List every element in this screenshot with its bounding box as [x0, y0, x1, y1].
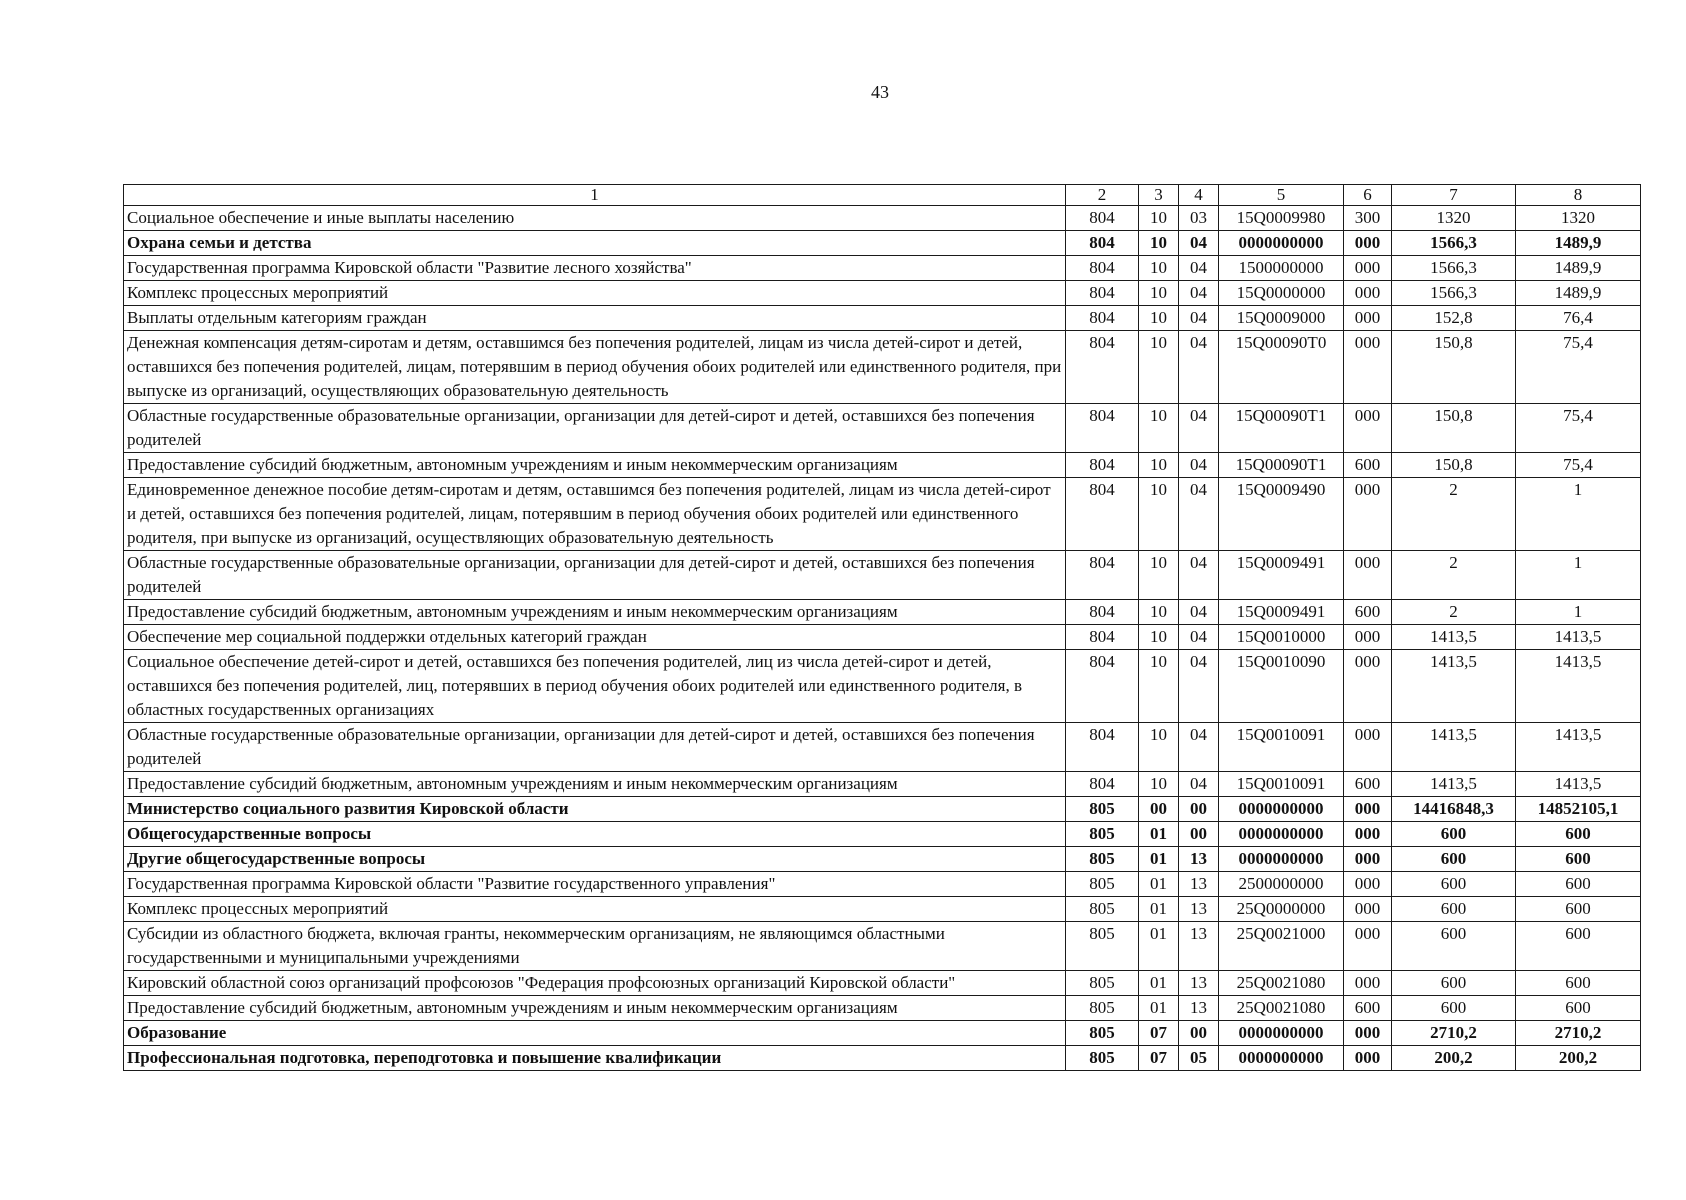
sum-2026-cell: 1 [1516, 478, 1641, 551]
expense-type-cell: 000 [1344, 256, 1392, 281]
name-cell: Социальное обеспечение и иные выплаты населению [124, 206, 1066, 231]
sum-2025-cell: 1413,5 [1392, 772, 1516, 797]
expense-type-cell: 000 [1344, 723, 1392, 772]
name-cell: Субсидии из областного бюджета, включая гранты, некоммерческим организациям, не являющимся областными государственными и муниципальными учреждениями [124, 922, 1066, 971]
target-article-cell: 15Q0009980 [1219, 206, 1344, 231]
name-cell: Единовременное денежное пособие детям-сиротам и детям, оставшимся без попечения родителей, лицам из числа детей-сирот и детей, оставшихся без попечения родителей, лицам, потерявшим в период обучения обоих родителей или единственного родителя, при выпуске из организаций, осуществляющих образовательную деятельность [124, 478, 1066, 551]
section-cell: 10 [1139, 256, 1179, 281]
sum-2025-cell: 1320 [1392, 206, 1516, 231]
subsection-cell: 04 [1179, 625, 1219, 650]
subsection-cell: 00 [1179, 1021, 1219, 1046]
table-row [124, 723, 1641, 772]
subsection-cell: 13 [1179, 897, 1219, 922]
ministry-code-cell: 805 [1066, 872, 1139, 897]
table-row [124, 625, 1641, 650]
section-cell: 10 [1139, 404, 1179, 453]
sum-2025-cell: 600 [1392, 872, 1516, 897]
subsection-cell: 04 [1179, 600, 1219, 625]
sum-2026-cell: 1 [1516, 551, 1641, 600]
table-row [124, 256, 1641, 281]
table-row [124, 1046, 1641, 1071]
sum-2026-cell: 600 [1516, 847, 1641, 872]
expense-type-cell: 000 [1344, 1021, 1392, 1046]
ministry-code-cell: 805 [1066, 1046, 1139, 1071]
ministry-code-cell: 804 [1066, 600, 1139, 625]
table-row [124, 478, 1641, 551]
table-header-row [124, 185, 1641, 206]
subsection-cell: 04 [1179, 256, 1219, 281]
ministry-code-cell: 804 [1066, 551, 1139, 600]
sum-2026-cell: 76,4 [1516, 306, 1641, 331]
subsection-cell: 04 [1179, 723, 1219, 772]
ministry-code-cell: 804 [1066, 281, 1139, 306]
name-cell: Областные государственные образовательные организации, организации для детей-сирот и детей, оставшихся без попечения родителей [124, 404, 1066, 453]
sum-2026-cell: 600 [1516, 872, 1641, 897]
target-article-cell: 25Q0021080 [1219, 996, 1344, 1021]
budget-table [123, 184, 1641, 1071]
sum-2026-cell: 1413,5 [1516, 625, 1641, 650]
expense-type-cell: 000 [1344, 231, 1392, 256]
subsection-cell: 05 [1179, 1046, 1219, 1071]
section-cell: 01 [1139, 971, 1179, 996]
subsection-cell: 04 [1179, 281, 1219, 306]
target-article-cell: 15Q0009491 [1219, 600, 1344, 625]
sum-2026-cell: 600 [1516, 996, 1641, 1021]
section-cell: 07 [1139, 1046, 1179, 1071]
expense-type-cell: 000 [1344, 797, 1392, 822]
sum-2025-cell: 150,8 [1392, 404, 1516, 453]
ministry-code-cell: 805 [1066, 1021, 1139, 1046]
table-row [124, 872, 1641, 897]
sum-2025-cell: 1413,5 [1392, 625, 1516, 650]
sum-2025-cell: 150,8 [1392, 453, 1516, 478]
target-article-cell: 0000000000 [1219, 1046, 1344, 1071]
target-article-cell: 25Q0021000 [1219, 922, 1344, 971]
table-row [124, 772, 1641, 797]
ministry-code-cell: 804 [1066, 206, 1139, 231]
expense-type-cell: 000 [1344, 478, 1392, 551]
table-row [124, 600, 1641, 625]
sum-2026-cell: 1413,5 [1516, 723, 1641, 772]
sum-2026-cell: 200,2 [1516, 1046, 1641, 1071]
table-row [124, 922, 1641, 971]
ministry-code-cell: 804 [1066, 306, 1139, 331]
sum-2025-cell: 600 [1392, 847, 1516, 872]
section-cell: 10 [1139, 306, 1179, 331]
sum-2025-cell: 150,8 [1392, 331, 1516, 404]
table-row [124, 996, 1641, 1021]
ministry-code-cell: 804 [1066, 723, 1139, 772]
sum-2026-cell: 14852105,1 [1516, 797, 1641, 822]
target-article-cell: 15Q0009491 [1219, 551, 1344, 600]
table-row [124, 281, 1641, 306]
target-article-cell: 15Q00090T1 [1219, 404, 1344, 453]
target-article-cell: 15Q0010091 [1219, 772, 1344, 797]
target-article-cell: 15Q00090T0 [1219, 331, 1344, 404]
sum-2026-cell: 1489,9 [1516, 281, 1641, 306]
section-cell: 10 [1139, 206, 1179, 231]
name-cell: Предоставление субсидий бюджетным, автономным учреждениям и иным некоммерческим организациям [124, 453, 1066, 478]
expense-type-cell: 000 [1344, 971, 1392, 996]
ministry-code-cell: 804 [1066, 650, 1139, 723]
name-cell: Предоставление субсидий бюджетным, автономным учреждениям и иным некоммерческим организациям [124, 996, 1066, 1021]
section-cell: 10 [1139, 478, 1179, 551]
section-cell: 01 [1139, 922, 1179, 971]
target-article-cell: 15Q0010091 [1219, 723, 1344, 772]
name-cell: Кировский областной союз организаций профсоюзов "Федерация профсоюзных организаций Кировской области" [124, 971, 1066, 996]
expense-type-cell: 000 [1344, 897, 1392, 922]
target-article-cell: 0000000000 [1219, 231, 1344, 256]
expense-type-cell: 000 [1344, 822, 1392, 847]
subsection-cell: 13 [1179, 872, 1219, 897]
target-article-cell: 15Q00090T1 [1219, 453, 1344, 478]
sum-2026-cell: 75,4 [1516, 331, 1641, 404]
header-cell-col-3: 3 [1139, 185, 1179, 206]
section-cell: 01 [1139, 847, 1179, 872]
target-article-cell: 0000000000 [1219, 822, 1344, 847]
name-cell: Другие общегосударственные вопросы [124, 847, 1066, 872]
table-row [124, 650, 1641, 723]
header-cell-col-7: 7 [1392, 185, 1516, 206]
name-cell: Обеспечение мер социальной поддержки отдельных категорий граждан [124, 625, 1066, 650]
target-article-cell: 0000000000 [1219, 797, 1344, 822]
name-cell: Областные государственные образовательные организации, организации для детей-сирот и детей, оставшихся без попечения родителей [124, 723, 1066, 772]
name-cell: Государственная программа Кировской области "Развитие лесного хозяйства" [124, 256, 1066, 281]
target-article-cell: 15Q0000000 [1219, 281, 1344, 306]
sum-2026-cell: 1489,9 [1516, 231, 1641, 256]
expense-type-cell: 000 [1344, 306, 1392, 331]
sum-2025-cell: 200,2 [1392, 1046, 1516, 1071]
table-row [124, 822, 1641, 847]
target-article-cell: 1500000000 [1219, 256, 1344, 281]
target-article-cell: 0000000000 [1219, 1021, 1344, 1046]
sum-2026-cell: 2710,2 [1516, 1021, 1641, 1046]
expense-type-cell: 000 [1344, 1046, 1392, 1071]
target-article-cell: 15Q0010090 [1219, 650, 1344, 723]
name-cell: Выплаты отдельным категориям граждан [124, 306, 1066, 331]
table-row [124, 551, 1641, 600]
target-article-cell: 25Q0021080 [1219, 971, 1344, 996]
sum-2025-cell: 1566,3 [1392, 281, 1516, 306]
name-cell: Областные государственные образовательные организации, организации для детей-сирот и детей, оставшихся без попечения родителей [124, 551, 1066, 600]
name-cell: Образование [124, 1021, 1066, 1046]
sum-2025-cell: 600 [1392, 996, 1516, 1021]
sum-2026-cell: 1320 [1516, 206, 1641, 231]
ministry-code-cell: 805 [1066, 971, 1139, 996]
expense-type-cell: 000 [1344, 650, 1392, 723]
name-cell: Предоставление субсидий бюджетным, автономным учреждениям и иным некоммерческим организациям [124, 772, 1066, 797]
table-row [124, 847, 1641, 872]
sum-2026-cell: 600 [1516, 897, 1641, 922]
subsection-cell: 13 [1179, 922, 1219, 971]
subsection-cell: 04 [1179, 331, 1219, 404]
expense-type-cell: 000 [1344, 922, 1392, 971]
sum-2025-cell: 2710,2 [1392, 1021, 1516, 1046]
sum-2026-cell: 1489,9 [1516, 256, 1641, 281]
target-article-cell: 15Q0010000 [1219, 625, 1344, 650]
ministry-code-cell: 805 [1066, 822, 1139, 847]
name-cell: Общегосударственные вопросы [124, 822, 1066, 847]
ministry-code-cell: 805 [1066, 797, 1139, 822]
section-cell: 10 [1139, 551, 1179, 600]
subsection-cell: 04 [1179, 306, 1219, 331]
table-row [124, 404, 1641, 453]
subsection-cell: 00 [1179, 822, 1219, 847]
name-cell: Денежная компенсация детям-сиротам и детям, оставшимся без попечения родителей, лицам из числа детей-сирот и детей, оставшихся без попечения родителей, лицам, потерявшим в период обучения обоих родителей или единственного родителя, при выпуске из организаций, осуществляющих образовательную деятельность [124, 331, 1066, 404]
ministry-code-cell: 804 [1066, 256, 1139, 281]
sum-2026-cell: 75,4 [1516, 453, 1641, 478]
table-row [124, 306, 1641, 331]
subsection-cell: 04 [1179, 650, 1219, 723]
section-cell: 10 [1139, 453, 1179, 478]
header-cell-col-2: 2 [1066, 185, 1139, 206]
name-cell: Социальное обеспечение детей-сирот и детей, оставшихся без попечения родителей, лиц из числа детей-сирот и детей, оставшихся без попечения родителей, лиц, потерявших в период обучения обоих родителей или единственного родителя, в областных государственных организациях [124, 650, 1066, 723]
table-row [124, 971, 1641, 996]
section-cell: 01 [1139, 996, 1179, 1021]
page-number: 43 [871, 82, 889, 102]
expense-type-cell: 000 [1344, 404, 1392, 453]
name-cell: Охрана семьи и детства [124, 231, 1066, 256]
sum-2025-cell: 1566,3 [1392, 231, 1516, 256]
sum-2025-cell: 600 [1392, 822, 1516, 847]
ministry-code-cell: 804 [1066, 453, 1139, 478]
ministry-code-cell: 805 [1066, 897, 1139, 922]
sum-2025-cell: 2 [1392, 551, 1516, 600]
name-cell: Министерство социального развития Кировской области [124, 797, 1066, 822]
target-article-cell: 15Q0009000 [1219, 306, 1344, 331]
sum-2025-cell: 600 [1392, 971, 1516, 996]
header-cell-col-4: 4 [1179, 185, 1219, 206]
sum-2026-cell: 75,4 [1516, 404, 1641, 453]
table-row [124, 206, 1641, 231]
expense-type-cell: 600 [1344, 772, 1392, 797]
ministry-code-cell: 804 [1066, 772, 1139, 797]
sum-2026-cell: 1413,5 [1516, 650, 1641, 723]
subsection-cell: 03 [1179, 206, 1219, 231]
subsection-cell: 13 [1179, 996, 1219, 1021]
section-cell: 10 [1139, 650, 1179, 723]
expense-type-cell: 000 [1344, 281, 1392, 306]
target-article-cell: 0000000000 [1219, 847, 1344, 872]
budget-table-container [123, 184, 1641, 1071]
table-row [124, 897, 1641, 922]
sum-2026-cell: 1 [1516, 600, 1641, 625]
subsection-cell: 04 [1179, 453, 1219, 478]
sum-2026-cell: 1413,5 [1516, 772, 1641, 797]
expense-type-cell: 000 [1344, 872, 1392, 897]
section-cell: 10 [1139, 281, 1179, 306]
subsection-cell: 00 [1179, 797, 1219, 822]
subsection-cell: 04 [1179, 404, 1219, 453]
ministry-code-cell: 804 [1066, 625, 1139, 650]
sum-2025-cell: 152,8 [1392, 306, 1516, 331]
sum-2025-cell: 14416848,3 [1392, 797, 1516, 822]
section-cell: 10 [1139, 231, 1179, 256]
section-cell: 01 [1139, 872, 1179, 897]
table-row [124, 797, 1641, 822]
expense-type-cell: 000 [1344, 847, 1392, 872]
expense-type-cell: 600 [1344, 453, 1392, 478]
section-cell: 00 [1139, 797, 1179, 822]
ministry-code-cell: 805 [1066, 847, 1139, 872]
section-cell: 07 [1139, 1021, 1179, 1046]
subsection-cell: 13 [1179, 847, 1219, 872]
expense-type-cell: 600 [1344, 600, 1392, 625]
name-cell: Предоставление субсидий бюджетным, автономным учреждениям и иным некоммерческим организациям [124, 600, 1066, 625]
expense-type-cell: 600 [1344, 996, 1392, 1021]
ministry-code-cell: 804 [1066, 331, 1139, 404]
sum-2026-cell: 600 [1516, 922, 1641, 971]
header-cell-col-1: 1 [124, 185, 1066, 206]
sum-2026-cell: 600 [1516, 822, 1641, 847]
name-cell: Государственная программа Кировской области "Развитие государственного управления" [124, 872, 1066, 897]
expense-type-cell: 300 [1344, 206, 1392, 231]
ministry-code-cell: 805 [1066, 996, 1139, 1021]
subsection-cell: 04 [1179, 551, 1219, 600]
expense-type-cell: 000 [1344, 331, 1392, 404]
sum-2025-cell: 1566,3 [1392, 256, 1516, 281]
section-cell: 10 [1139, 723, 1179, 772]
table-row [124, 1021, 1641, 1046]
table-row [124, 453, 1641, 478]
header-cell-col-5: 5 [1219, 185, 1344, 206]
subsection-cell: 04 [1179, 772, 1219, 797]
target-article-cell: 15Q0009490 [1219, 478, 1344, 551]
ministry-code-cell: 804 [1066, 404, 1139, 453]
sum-2025-cell: 2 [1392, 600, 1516, 625]
table-row [124, 331, 1641, 404]
sum-2025-cell: 1413,5 [1392, 650, 1516, 723]
sum-2025-cell: 2 [1392, 478, 1516, 551]
target-article-cell: 25Q0000000 [1219, 897, 1344, 922]
name-cell: Комплекс процессных мероприятий [124, 897, 1066, 922]
target-article-cell: 2500000000 [1219, 872, 1344, 897]
sum-2025-cell: 1413,5 [1392, 723, 1516, 772]
section-cell: 01 [1139, 897, 1179, 922]
header-cell-col-8: 8 [1516, 185, 1641, 206]
expense-type-cell: 000 [1344, 625, 1392, 650]
table-row [124, 231, 1641, 256]
name-cell: Комплекс процессных мероприятий [124, 281, 1066, 306]
expense-type-cell: 000 [1344, 551, 1392, 600]
section-cell: 10 [1139, 600, 1179, 625]
ministry-code-cell: 805 [1066, 922, 1139, 971]
sum-2025-cell: 600 [1392, 922, 1516, 971]
subsection-cell: 13 [1179, 971, 1219, 996]
header-cell-col-6: 6 [1344, 185, 1392, 206]
ministry-code-cell: 804 [1066, 231, 1139, 256]
subsection-cell: 04 [1179, 478, 1219, 551]
subsection-cell: 04 [1179, 231, 1219, 256]
section-cell: 01 [1139, 822, 1179, 847]
budget-table-body [124, 185, 1641, 1071]
section-cell: 10 [1139, 772, 1179, 797]
section-cell: 10 [1139, 625, 1179, 650]
sum-2026-cell: 600 [1516, 971, 1641, 996]
name-cell: Профессиональная подготовка, переподготовка и повышение квалификации [124, 1046, 1066, 1071]
ministry-code-cell: 804 [1066, 478, 1139, 551]
section-cell: 10 [1139, 331, 1179, 404]
sum-2025-cell: 600 [1392, 897, 1516, 922]
